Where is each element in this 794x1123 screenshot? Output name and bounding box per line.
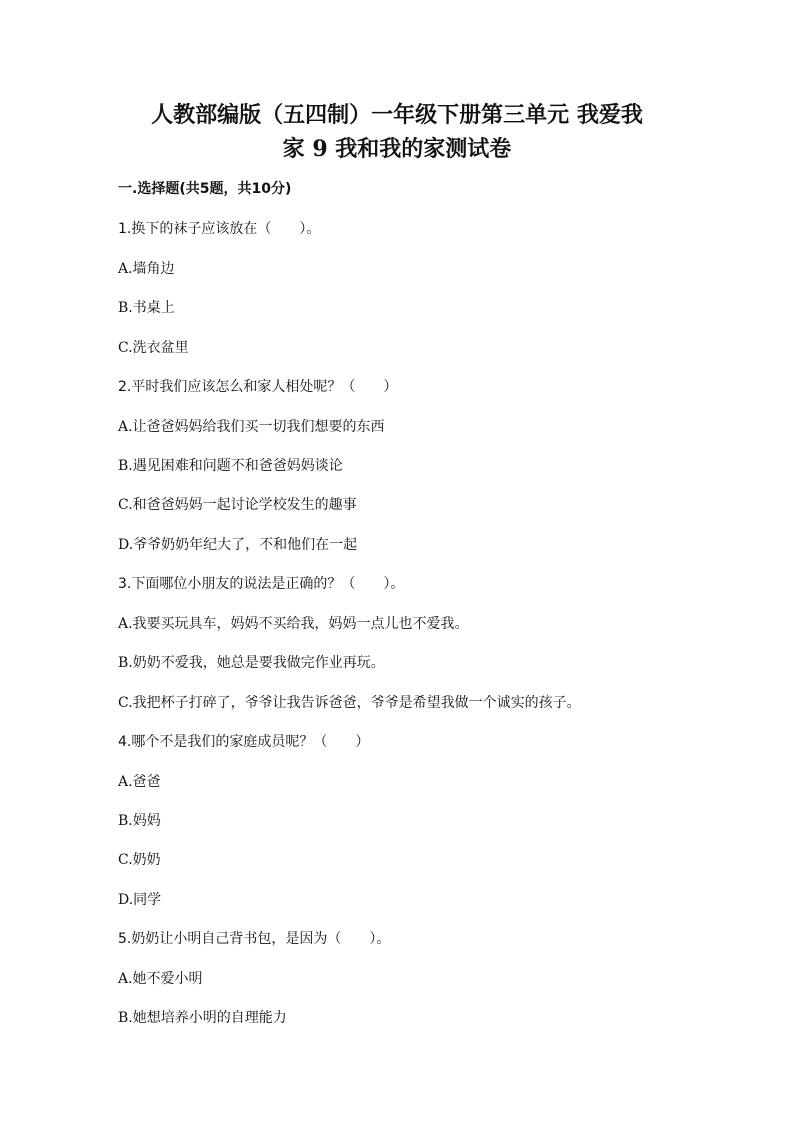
question-2-option-c: C.和爸爸妈妈一起讨论学校发生的趣事 <box>118 497 357 513</box>
page-title-line-1: 人教部编版（五四制）一年级下册第三单元 我爱我 <box>151 102 643 128</box>
question-4-option-c: C.奶奶 <box>118 852 161 868</box>
question-2-option-d: D.爷爷奶奶年纪大了，不和他们在一起 <box>118 537 358 553</box>
question-5-stem: 5.奶奶让小明自己背书包，是因为（ ）。 <box>118 931 391 947</box>
question-4-option-d: D.同学 <box>118 892 162 908</box>
question-4-option-b: B.妈妈 <box>118 813 161 829</box>
question-4-option-a: A.爸爸 <box>118 774 161 790</box>
question-1-option-c: C.洗衣盆里 <box>118 340 189 356</box>
question-2-stem: 2.平时我们应该怎么和家人相处呢？（ ） <box>118 379 398 395</box>
page-title-line-2: 家 9 我和我的家测试卷 <box>282 136 512 162</box>
question-3-stem: 3.下面哪位小朋友的说法是正确的？（ ）。 <box>118 576 405 592</box>
question-1-option-b: B.书桌上 <box>118 300 175 316</box>
question-2-option-b: B.遇见困难和问题不和爸爸妈妈谈论 <box>118 458 343 474</box>
section-heading: 一.选择题(共5题，共10分) <box>118 181 292 197</box>
question-4-stem: 4.哪个不是我们的家庭成员呢？（ ） <box>118 734 370 750</box>
question-5-option-a: A.她不爱小明 <box>118 971 203 987</box>
question-5-option-b: B.她想培养小明的自理能力 <box>118 1010 287 1026</box>
question-3-option-a: A.我要买玩具车，妈妈不买给我，妈妈一点儿也不爱我。 <box>118 616 469 632</box>
question-2-option-a: A.让爸爸妈妈给我们买一切我们想要的东西 <box>118 419 385 435</box>
question-3-option-c: C.我把杯子打碎了，爷爷让我告诉爸爸，爷爷是希望我做一个诚实的孩子。 <box>118 695 581 711</box>
question-1-stem: 1.换下的袜子应该放在（ ）。 <box>118 221 321 237</box>
question-3-option-b: B.奶奶不爱我，她总是要我做完作业再玩。 <box>118 655 385 671</box>
question-1-option-a: A.墙角边 <box>118 261 175 277</box>
